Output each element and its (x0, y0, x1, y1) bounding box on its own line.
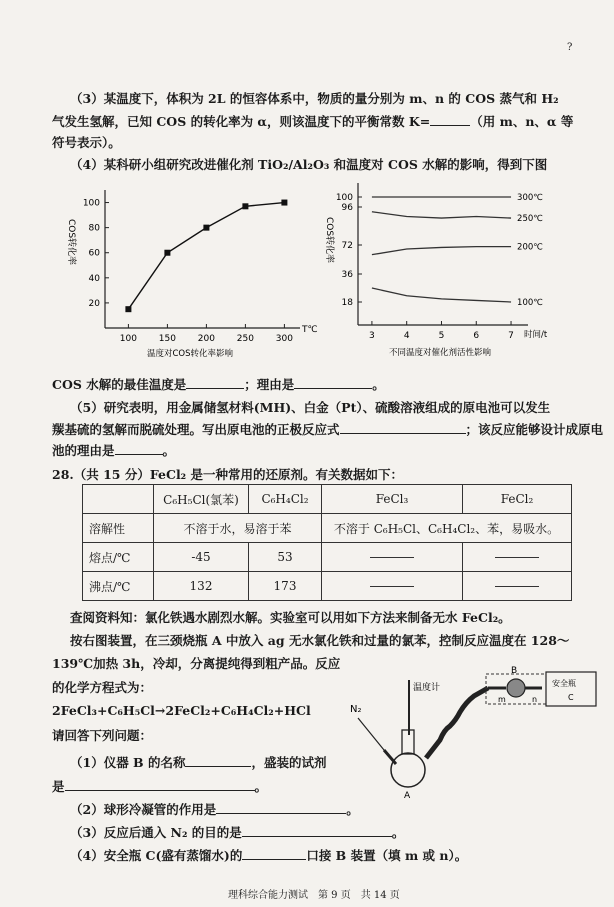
q28-s1-text: （1）仪器 B 的名称 (70, 755, 186, 770)
data-point (242, 203, 248, 209)
q4-line1: （4）某科研小组研究改进催化剂 TiO₂/Al₂O₃ 和温度对 COS 水解的影响，得到下图 (70, 157, 548, 172)
table-header-empty (83, 485, 154, 514)
q28-intro: 28.（共 15 分）FeCl₂ 是一种常用的还原剂。有关数据如下： (52, 467, 404, 482)
x-tick-label: 200 (197, 334, 215, 344)
table-header-chlorobenzene: C₆H₅Cl(氯苯) (154, 485, 249, 514)
series-label: 300℃ (517, 193, 543, 203)
table-header-dichlorobenzene: C₆H₄Cl₂ (249, 485, 322, 514)
q3-line2-tail: （用 m、n、α 等 (470, 114, 574, 129)
q4-line2 (52, 376, 385, 393)
y-axis-label: COS转化率 (324, 216, 334, 264)
page-footer: 理科综合能力测试 第 9 页 共 14 页 (228, 890, 400, 901)
q3-line2 (52, 113, 573, 130)
q28-s4-text: （4）安全瓶 C(盛有蒸馏水)的 (70, 848, 243, 863)
table-header-row (83, 485, 572, 514)
q28-p4: 的化学方程式为： (52, 680, 153, 695)
table-cell: 不溶于 C₆H₅Cl、C₆H₄Cl₂、苯，易吸水。 (322, 514, 572, 543)
x-tick-label: 6 (473, 331, 480, 341)
y-tick-label: 20 (88, 298, 100, 309)
table-header-fecl2: FeCl₂ (463, 485, 572, 514)
q5-line1: （5）研究表明，用金属储氢材料(MH)、白金（Pt）、硫酸溶液组成的原电池可以发生 (70, 400, 551, 415)
series-label: 200℃ (517, 242, 543, 253)
q28-s2-end: 。 (346, 802, 359, 817)
q5-line2-tail: ；该反应能够设计成原电 (465, 422, 604, 437)
dash-mark (495, 586, 539, 587)
q28-s1-is: 是 (52, 779, 65, 794)
q28-s1-reagent-blank[interactable] (65, 778, 255, 791)
data-table (82, 484, 572, 601)
q28-s3-end: 。 (391, 825, 405, 840)
table-cell: -45 (154, 543, 249, 572)
table-row-label: 沸点/℃ (83, 572, 154, 601)
chart-temperature-conversion (55, 180, 320, 370)
q28-s2-text: （2）球形冷凝管的作用是 (70, 802, 217, 817)
reflux-condenser (426, 688, 488, 758)
thermometer-label: 温度计 (413, 683, 441, 693)
q28-s3-blank[interactable] (242, 824, 392, 837)
series-line (372, 288, 511, 302)
n2-inlet-tube (384, 750, 396, 764)
table-cell: 不溶于水，易溶于苯 (154, 514, 322, 543)
x-tick-label: 3 (369, 331, 375, 341)
q4-reason-label: ；理由是 (244, 377, 295, 392)
three-neck-flask (391, 753, 425, 787)
q3-line1: （3）某温度下，体积为 2L 的恒容体系中，物质的量分别为 m、n 的 COS 蒸气和 H₂ (70, 91, 559, 106)
table-cell-empty (322, 572, 463, 601)
x-axis-label: T℃ (302, 325, 318, 335)
q28-s3-text: （3）反应后通入 N₂ 的目的是 (70, 825, 242, 840)
q4-reason-blank[interactable] (294, 376, 372, 389)
table-cell: 132 (154, 572, 249, 601)
x-tick-label: 5 (438, 331, 445, 341)
chart-caption: 温度对COS转化率影响 (146, 349, 234, 359)
y-tick-label: 96 (341, 203, 353, 213)
x-tick-label: 100 (119, 334, 137, 344)
x-axis-label: 时间/t (524, 330, 548, 340)
n2-arrow (358, 718, 384, 750)
table-cell-empty (463, 572, 572, 601)
q5-line3-text: 池的理由是 (52, 443, 115, 458)
table-cell-empty (463, 543, 572, 572)
q28-s4 (70, 847, 467, 864)
y-axis-label: COS转化率 (66, 218, 76, 266)
q28-p3: 139℃加热 3h，冷却，分离提纯得到粗产品。反应 (52, 656, 341, 671)
dash-mark (495, 557, 539, 558)
flask-label: A (404, 791, 411, 800)
series-line (372, 247, 511, 255)
n2-label: N₂ (350, 704, 362, 715)
chart-caption: 不同温度对催化剂活性影响 (388, 348, 492, 358)
q4-line2-end: 。 (372, 377, 385, 392)
q5-line2 (52, 421, 603, 438)
x-tick-label: 300 (275, 334, 293, 344)
q28-s1-name-blank[interactable] (185, 754, 251, 767)
data-point (281, 200, 287, 206)
y-tick-label: 40 (88, 273, 100, 284)
data-point (125, 306, 131, 312)
series-line (128, 203, 284, 310)
port-n-label: n (532, 695, 538, 704)
table-row-label: 熔点/℃ (83, 543, 154, 572)
data-point (203, 225, 209, 231)
q3-line3: 符号表示）。 (52, 135, 121, 150)
bottle-letter: C (568, 693, 574, 702)
q28-s1 (70, 754, 326, 771)
y-tick-label: 36 (341, 270, 353, 280)
apparatus-diagram (340, 660, 600, 800)
y-tick-label: 100 (335, 193, 353, 203)
q3-answer-blank[interactable] (430, 113, 470, 126)
q4-temp-blank[interactable] (186, 376, 244, 389)
dash-mark (370, 557, 414, 558)
x-tick-label: 250 (236, 334, 254, 344)
y-tick-label: 100 (82, 198, 100, 209)
series-label: 100℃ (517, 298, 543, 308)
q28-p5: 请回答下列问题： (52, 728, 153, 743)
q28-p2: 按右图装置，在三颈烧瓶 A 中放入 ag 无水氯化铁和过量的氯苯，控制反应温度在 128～ (70, 633, 570, 648)
table-cell-empty (322, 543, 463, 572)
table-row-label: 溶解性 (83, 514, 154, 543)
q3-line2-text: 气发生氢解，已知 COS 的转化率为 α，则该温度下的平衡常数 K= (52, 114, 431, 129)
series-label: 250℃ (517, 214, 543, 225)
tube-b-label: B (511, 666, 518, 676)
q28-p1: 查阅资料知：氯化铁遇水剧烈水解。实验室可以用如下方法来制备无水 FeCl₂。 (70, 610, 511, 625)
corner-mark: ? (567, 42, 573, 53)
q28-s1-cont (52, 778, 267, 795)
drying-tube-bulb (507, 679, 525, 697)
y-tick-label: 60 (88, 248, 100, 259)
data-point (164, 250, 170, 256)
q5-line2-text: 羰基硫的氢解而脱硫处理。写出原电池的正极反应式 (52, 422, 340, 437)
table-header-fecl3: FeCl₃ (322, 485, 463, 514)
q28-equation: 2FeCl₃+C₆H₅Cl→2FeCl₂+C₆H₄Cl₂+HCl (52, 703, 311, 718)
q5-electrode-blank[interactable] (340, 421, 466, 434)
table-cell: 173 (249, 572, 322, 601)
table-row-melting (83, 543, 572, 572)
q5-reason-blank[interactable] (115, 442, 163, 455)
y-tick-label: 18 (341, 298, 353, 308)
table-row-solubility (83, 514, 572, 543)
x-tick-label: 150 (158, 334, 176, 344)
series-line (372, 212, 511, 218)
q5-line3 (52, 442, 175, 459)
q28-s4-end: 口接 B 装置（填 m 或 n）。 (306, 848, 468, 863)
q28-s1-end: 。 (254, 779, 268, 794)
q28-s1-mid: ，盛装的试剂 (251, 755, 327, 770)
q28-s4-blank[interactable] (242, 847, 306, 860)
bottle-label: 安全瓶 (552, 679, 576, 688)
port-m-label: m (498, 695, 506, 704)
y-tick-label: 80 (88, 223, 100, 234)
x-tick-label: 7 (508, 331, 514, 341)
q28-s3 (70, 824, 404, 841)
chart-catalyst-activity (318, 175, 568, 370)
x-tick-label: 4 (403, 331, 410, 341)
dash-mark (370, 586, 414, 587)
q4-line2-text: COS 水解的最佳温度是 (52, 377, 187, 392)
q28-s2 (70, 801, 359, 818)
table-cell: 53 (249, 543, 322, 572)
y-tick-label: 72 (341, 241, 353, 251)
q28-s2-blank[interactable] (216, 801, 346, 814)
q5-line3-end: 。 (162, 443, 176, 458)
table-row-boiling (83, 572, 572, 601)
